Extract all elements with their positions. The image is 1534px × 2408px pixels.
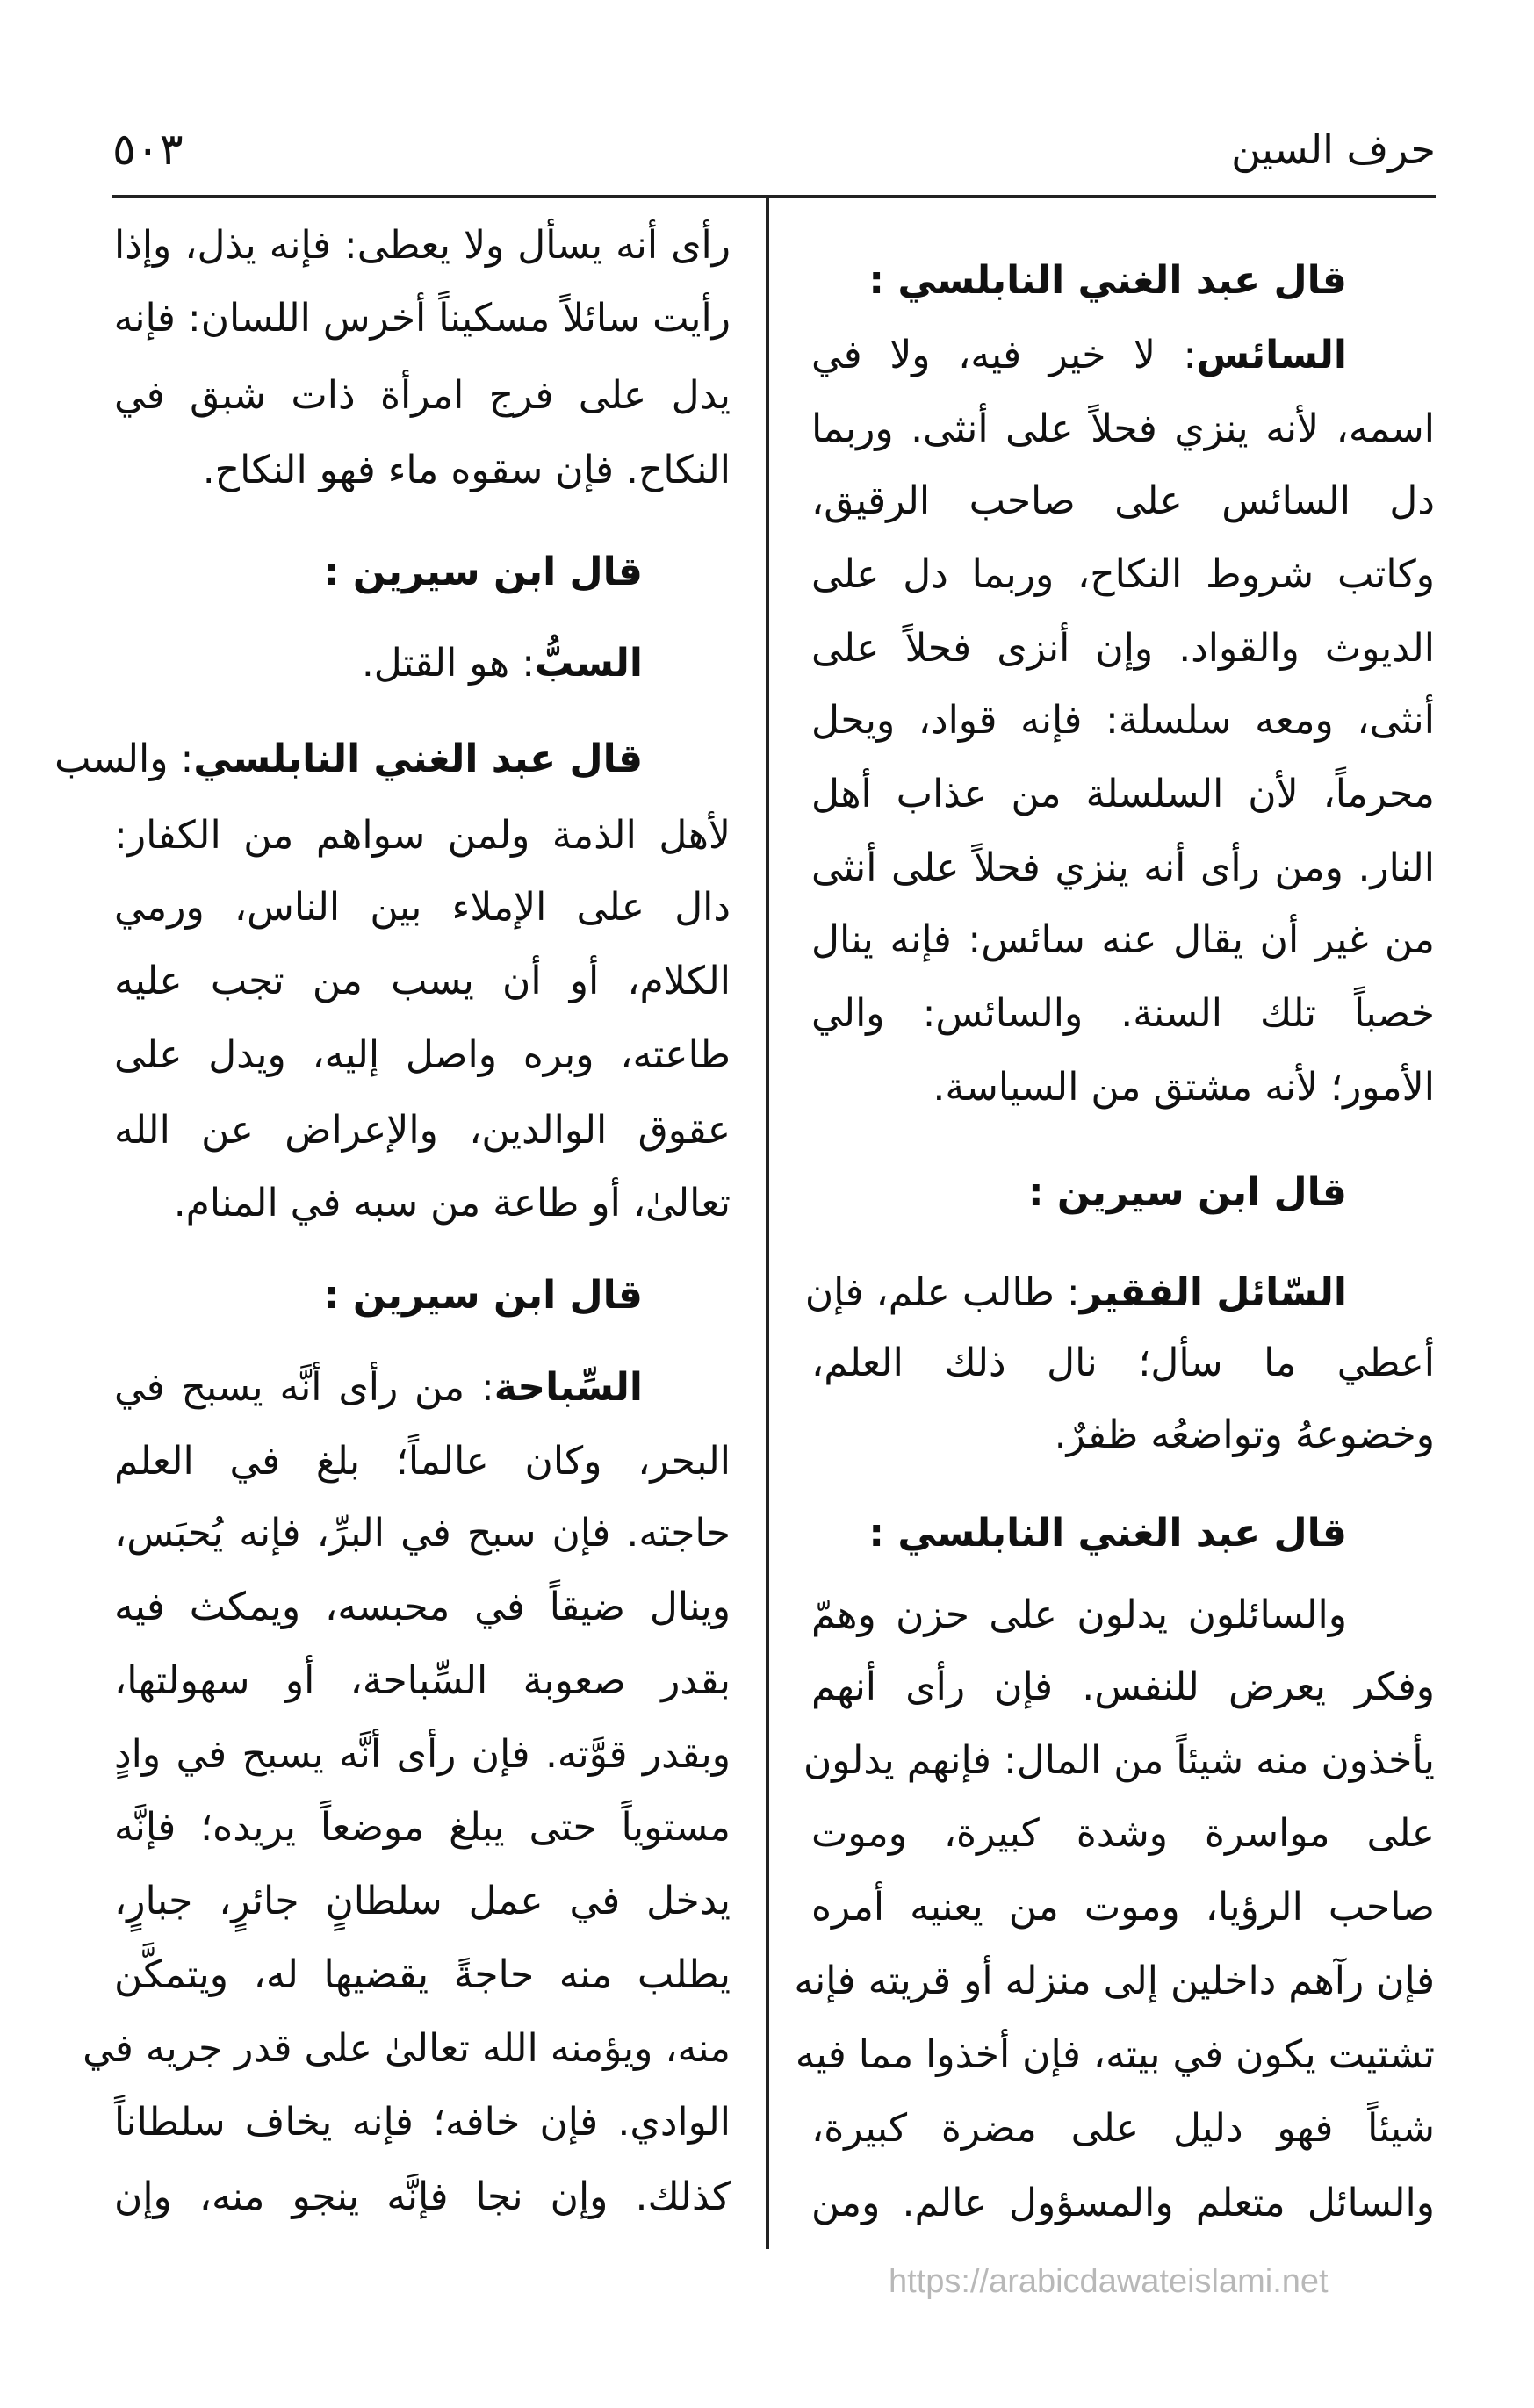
line-text: طاعته، وبره واصل إليه، ويدل على (114, 1032, 731, 1077)
right-column (794, 0, 1435, 2408)
line-text: النار. ومن رأى أنه ينزي فحلاً على أنثى (811, 845, 1435, 890)
line-text: يدخل في عمل سلطانٍ جائرٍ، جبارٍ، (114, 1879, 731, 1923)
line-text: تشتيت يكون في بيته، فإن أخذوا مما فيه (795, 2032, 1435, 2077)
line-text: رأى أنه يسأل ولا يعطى: فإنه يذل، وإذا (114, 223, 731, 268)
line-text: فإن رآهم داخلين إلى منزله أو قريته فإنه (794, 1959, 1435, 2003)
watermark: https://arabicdawateislami.net (889, 2263, 1329, 2300)
line-text: : طالب علم، فإن (804, 1270, 1080, 1315)
line-text: قال ابن سيرين : (324, 1273, 643, 1318)
text-line (114, 1793, 731, 1863)
line-text: اسمه، لأنه ينزي فحلاً على أنثى. وربما (811, 406, 1435, 451)
page-number: ٥٠٣ (112, 124, 184, 175)
line-text: بقدر صعوبة السِّباحة، أو سهولتها، (114, 1658, 731, 1703)
text-line (114, 361, 731, 431)
line-text: والسائلون يدلون على حزن وهمّ (811, 1592, 1347, 1637)
column-divider (766, 195, 769, 2249)
line-text: لأهل الذمة ولمن سواهم من الكفار: (114, 813, 731, 858)
line-text: من غير أن يقال عنه سائس: فإنه ينال (811, 917, 1435, 962)
line-text: قال عبد الغني النابلسي : (868, 258, 1347, 303)
entry-headword: قال عبد الغني النابلسي (193, 737, 643, 781)
text-line (811, 2094, 1435, 2164)
text-line (114, 211, 731, 281)
text-line (114, 873, 731, 943)
line-text: والسائل متعلم والمسؤول عالم. ومن (811, 2181, 1435, 2225)
line-text: : والسب (54, 737, 194, 781)
text-line (811, 1053, 1435, 1123)
line-text: الأمور؛ لأنه مشتق من السياسة. (933, 1065, 1435, 1110)
line-text: وفكر يعرض للنفس. فإن رأى أنهم (811, 1664, 1435, 1709)
line-text: دال على الإملاء بين الناس، ورمي (114, 885, 731, 930)
text-line (114, 1866, 731, 1937)
text-line (811, 1652, 1435, 1722)
text-line (811, 2168, 1435, 2239)
text-line (114, 629, 731, 699)
line-text: يأخذون منه شيئاً من المال: فإنهم يدلون (803, 1738, 1435, 1783)
line-text: محرماً، لأن السلسلة من عذاب أهل (811, 772, 1435, 816)
section-heading (811, 1158, 1435, 1228)
text-line (811, 1799, 1435, 1869)
text-line (811, 614, 1435, 684)
line-text: قال ابن سيرين : (324, 550, 643, 594)
line-text: قال ابن سيرين : (1028, 1170, 1347, 1215)
text-line (811, 979, 1435, 1049)
text-line (811, 320, 1435, 391)
line-text: كذلك. وإن نجا فإنَّه ينجو منه، وإن (114, 2174, 731, 2219)
line-text: الوادي. فإن خافه؛ فإنه يخاف سلطاناً (114, 2100, 731, 2145)
line-text: مستوياً حتى يبلغ موضعاً يريده؛ فإنَّه (114, 1805, 731, 1850)
text-line (811, 540, 1435, 610)
text-line (811, 466, 1435, 536)
line-text: البحر، وكان عالماً؛ بلغ في العلم (114, 1439, 731, 1484)
line-text: يدل على فرج امرأة ذات شبق في (114, 373, 731, 418)
text-line (811, 759, 1435, 830)
section-heading (114, 537, 731, 607)
text-line (811, 1580, 1435, 1650)
text-line (114, 1572, 731, 1642)
text-line (114, 1720, 731, 1790)
text-line (114, 435, 731, 506)
line-text: وخضوعهُ وتواضعُه ظفرٌ. (1054, 1412, 1435, 1457)
running-header-title: حرف السين (1231, 126, 1436, 173)
line-text: : هو القتل. (361, 641, 536, 686)
line-text: النكاح. فإن سقوه ماء فهو النكاح. (202, 448, 731, 492)
text-line (811, 833, 1435, 903)
text-line (811, 1328, 1435, 1398)
text-line (811, 1400, 1435, 1470)
text-line (114, 2088, 731, 2158)
text-line (114, 1020, 731, 1090)
left-column (54, 0, 731, 2408)
entry-headword: السِّباحة (493, 1365, 643, 1410)
text-line (795, 2020, 1435, 2090)
line-text: قال عبد الغني النابلسي : (868, 1511, 1347, 1556)
line-text: تعالىٰ، أو طاعة من سبه في المنام. (173, 1181, 731, 1226)
line-text: رأيت سائلاً مسكيناً أخرس اللسان: فإنه (113, 296, 731, 341)
line-text: : من رأى أنَّه يسبح في (114, 1365, 494, 1410)
text-line (811, 686, 1435, 756)
text-line (114, 1427, 731, 1497)
section-heading (811, 1499, 1435, 1569)
text-line (114, 2162, 731, 2232)
text-line (114, 1646, 731, 1716)
section-heading (114, 1261, 731, 1331)
line-text: الكلام، أو أن يسب من تجب عليه (114, 959, 731, 1003)
line-text: وينال ضيقاً في محبسه، ويمكث فيه (114, 1585, 731, 1629)
entry-headword: السبُّ (535, 641, 643, 686)
text-line (83, 2014, 731, 2084)
text-line (114, 284, 731, 354)
line-text: خصباً تلك السنة. والسائس: والي (811, 991, 1435, 1036)
text-line (54, 724, 731, 794)
text-line (114, 801, 731, 871)
line-text: عقوق الوالدين، والإعراض عن الله (114, 1108, 731, 1153)
line-text: الديوث والقواد. وإن أنزى فحلاً على (811, 626, 1435, 671)
text-line (803, 1726, 1435, 1796)
line-text: أنثى، ومعه سلسلة: فإنه قواد، ويحل (811, 698, 1435, 743)
text-line (114, 1940, 731, 2010)
line-text: شيئاً فهو دليل على مضرة كبيرة، (811, 2106, 1435, 2151)
line-text: دل السائس على صاحب الرقيق، (811, 478, 1435, 523)
line-text: يطلب منه حاجةً يقضيها له، ويتمكَّن (114, 1952, 731, 1997)
text-line (811, 905, 1435, 975)
line-text: حاجته. فإن سبح في البرِّ، فإنه يُحبَس، (114, 1511, 731, 1556)
text-line (804, 1258, 1435, 1328)
line-text: على مواسرة وشدة كبيرة، وموت (811, 1811, 1435, 1856)
text-line (114, 1096, 731, 1166)
text-line (114, 1499, 731, 1569)
entry-headword: السائس (1196, 333, 1347, 377)
entry-headword: السّائل الفقير (1079, 1270, 1347, 1315)
text-line (794, 1946, 1435, 2016)
section-heading (811, 246, 1435, 316)
line-text: منه، ويؤمنه الله تعالىٰ على قدر جريه في (83, 2026, 731, 2071)
text-line (114, 1353, 731, 1423)
line-text: وكاتب شروط النكاح، وربما دل على (811, 552, 1435, 597)
line-text: أعطي ما سأل؛ نال ذلك العلم، (811, 1341, 1435, 1385)
text-line (811, 394, 1435, 464)
line-text: صاحب الرؤيا، وموت من يعنيه أمره (811, 1885, 1435, 1930)
line-text: : لا خير فيه، ولا في (811, 333, 1197, 377)
line-text: وبقدر قوَّته. فإن رأى أنَّه يسبح في وادٍ (114, 1732, 731, 1777)
text-line (114, 1168, 731, 1239)
text-line (114, 946, 731, 1017)
text-line (811, 1872, 1435, 1943)
